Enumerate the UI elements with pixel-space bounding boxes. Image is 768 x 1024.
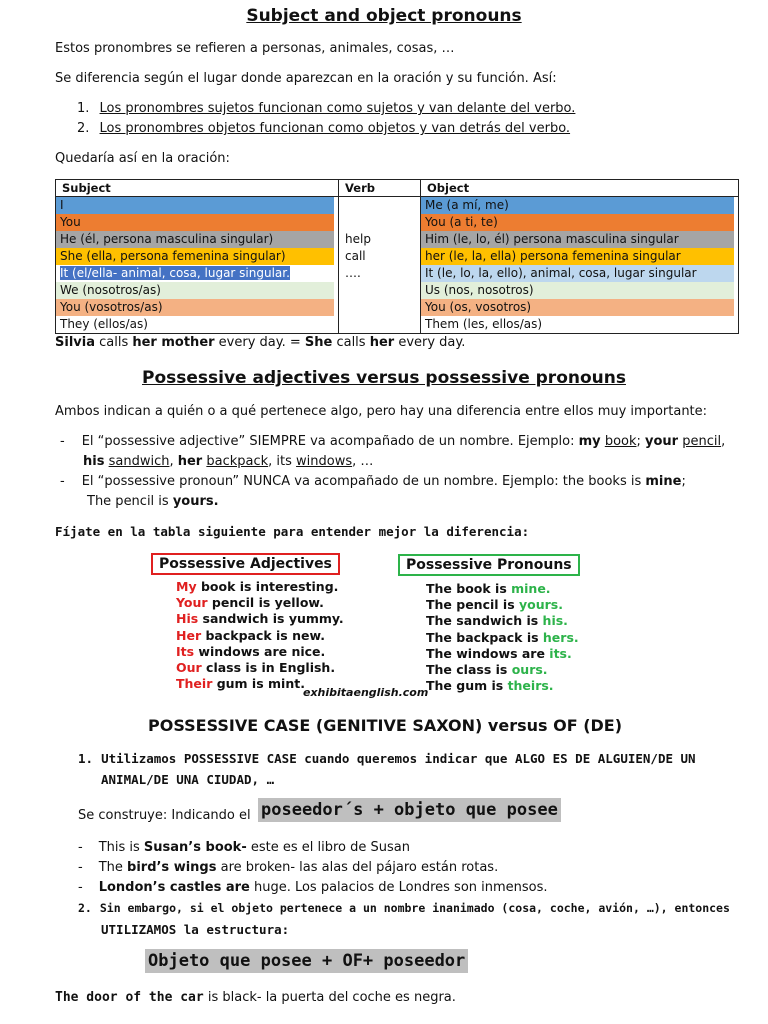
object-cell: Them (les, ellos/as) — [421, 316, 734, 333]
pronoun-example-row — [426, 597, 579, 613]
adjective-example-row — [176, 628, 344, 644]
example-bird: - The bird’s wings are broken- las alas del pájaro están rotas. — [78, 860, 499, 875]
verb-cell — [339, 299, 420, 316]
pronoun-example-row — [426, 630, 579, 646]
subject-cell: They (ellos/as) — [56, 316, 334, 333]
subject-highlight: It (el/ella- animal, cosa, lugar singular. — [60, 266, 290, 280]
example-susan: - This is Susan’s book- este es el libro de Susan — [78, 840, 410, 855]
subject-cell: We (nosotros/as) — [56, 282, 334, 299]
construye-text: Se construye: Indicando el — [78, 808, 251, 823]
title-possessive-adjectives-pronouns: Possessive adjectives versus possessive pronouns — [142, 368, 626, 388]
subject-column — [56, 197, 339, 334]
pronoun-keyword: ours. — [511, 662, 548, 678]
bullet-possessive-pronoun-line2: The pencil is yours. — [87, 494, 219, 509]
pronoun-examples — [426, 581, 579, 694]
formula-genitive: poseedor´s + objeto que posee — [258, 800, 561, 820]
adjective-rest: gum is mint. — [212, 676, 305, 692]
verb-cell: call — [345, 249, 366, 263]
fijate-text: Fíjate en la tabla siguiente para entender mejor la diferencia: — [55, 524, 530, 539]
verb-cell — [339, 282, 420, 299]
verb-column — [339, 197, 421, 334]
adjective-example-row — [176, 611, 344, 627]
adjective-keyword: Their — [176, 676, 213, 692]
adjective-keyword: My — [176, 579, 197, 594]
pronoun-rest: The pencil is — [426, 597, 519, 613]
pronoun-example-row — [426, 678, 579, 694]
pronoun-keyword: hers. — [542, 629, 579, 645]
bullet-possessive-pronoun: - El “possessive pronoun” NUNCA va acompañado de un nombre. Ejemplo: the books is mine; — [60, 474, 686, 489]
list-text: Los pronombres sujetos funcionan como sujetos y van delante del verbo. — [99, 101, 576, 116]
pronoun-keyword: its. — [549, 645, 572, 661]
example-london: - London’s castles are huge. Los palacios de Londres son inmensos. — [78, 880, 548, 895]
pronoun-example-row — [426, 581, 579, 597]
adjective-keyword: Its — [176, 643, 195, 659]
pronoun-example-row — [426, 662, 579, 678]
adjective-example-row — [176, 595, 344, 611]
point-1: 1. Utilizamos POSSESSIVE CASE cuando queremos indicar que ALGO ES DE ALGUIEN/DE UN — [78, 751, 696, 766]
verb-cell — [339, 197, 420, 214]
pronoun-rest: The gum is — [426, 678, 508, 694]
object-cell: You (os, vosotros) — [421, 299, 734, 316]
subject-cell: You (vosotros/as) — [56, 299, 334, 316]
adjectives-box-title: Possessive Adjectives — [151, 553, 340, 575]
pronoun-example-row — [426, 646, 579, 662]
pronouns-table — [55, 179, 739, 334]
pronoun-keyword: mine. — [511, 581, 551, 596]
ambos-text: Ambos indican a quién o a qué pertenece algo, pero hay una diferencia entre ellos muy importante: — [55, 404, 708, 419]
bullet-possessive-adjective-line2: his sandwich, her backpack, its windows, … — [83, 454, 374, 469]
adjective-rest: windows are nice. — [194, 643, 326, 659]
object-cell: Me (a mí, me) — [421, 197, 734, 214]
example-silvia: Silvia calls her mother every day. = She calls her every day. — [55, 335, 466, 350]
adjective-rest: class is in English. — [201, 660, 336, 676]
pronoun-rest: The class is — [426, 662, 512, 678]
subject-cell: He (él, persona masculina singular) — [56, 231, 334, 248]
adjective-examples — [176, 579, 344, 692]
adjective-keyword: Our — [176, 660, 202, 676]
list-number: 1. — [77, 101, 90, 116]
object-cell: her (le, la, ella) persona femenina singular — [421, 248, 734, 265]
header-verb: Verb — [339, 180, 421, 197]
verb-cell — [339, 214, 420, 231]
intro-line-2: Se diferencia según el lugar donde aparezcan en la oración y su función. Así: — [55, 71, 557, 86]
list-text: Los pronombres objetos funcionan como objetos y van detrás del verbo. — [99, 121, 571, 136]
point-2-line2: UTILIZAMOS la estructura: — [101, 922, 290, 937]
subject-cell: I — [56, 197, 334, 214]
pronoun-rest: The book is — [426, 581, 512, 596]
adjective-keyword: His — [176, 611, 199, 627]
pronoun-keyword: yours. — [519, 597, 563, 613]
formula-of: Objeto que posee + OF+ poseedor — [145, 951, 468, 971]
object-cell: It (le, lo, la, ello), animal, cosa, lugar singular — [421, 265, 734, 282]
adjective-example-row — [176, 660, 344, 676]
example-car: The door of the car is black- la puerta del coche es negra. — [55, 990, 456, 1005]
quedaria-text: Quedaría así en la oración: — [55, 151, 230, 166]
title-possessive-case: POSSESSIVE CASE (GENITIVE SAXON) versus OF (DE) — [148, 716, 623, 735]
list-item-1 — [77, 101, 575, 116]
adjective-keyword: Her — [176, 627, 202, 643]
point-1-line2: ANIMAL/DE UNA CIUDAD, … — [101, 772, 275, 787]
title-subject-object-pronouns: Subject and object pronouns — [246, 6, 522, 26]
pronoun-keyword: theirs. — [507, 678, 554, 694]
list-item-2 — [77, 121, 570, 136]
adjective-rest: backpack is new. — [201, 627, 325, 643]
figure-credit: exhibitaenglish.com — [303, 686, 429, 699]
verb-cell — [339, 316, 420, 333]
point-2: 2. Sin embargo, si el objeto pertenece a un nombre inanimado (cosa, coche, avión, …), entonces — [78, 901, 730, 915]
object-cell: You (a ti, te) — [421, 214, 734, 231]
intro-line-1: Estos pronombres se refieren a personas, animales, cosas, … — [55, 41, 455, 56]
header-subject: Subject — [56, 180, 339, 197]
adjective-example-row — [176, 579, 344, 595]
pronouns-box-title: Possessive Pronouns — [398, 554, 580, 576]
pronoun-rest: The sandwich is — [426, 613, 543, 629]
object-cell: Him (le, lo, él) persona masculina singular — [421, 231, 734, 248]
object-column — [421, 197, 739, 334]
pronoun-keyword: his. — [542, 613, 568, 629]
possessive-comparison-figure — [145, 548, 625, 704]
adjective-example-row — [176, 644, 344, 660]
list-number: 2. — [77, 121, 90, 136]
pronoun-rest: The windows are — [426, 645, 550, 661]
adjective-rest: sandwich is yummy. — [198, 611, 344, 627]
bullet-possessive-adjective: - El “possessive adjective” SIEMPRE va acompañado de un nombre. Ejemplo: my book; your pencil, — [60, 434, 726, 449]
adjective-keyword: Your — [176, 595, 208, 611]
pronoun-example-row — [426, 613, 579, 629]
object-cell: Us (nos, nosotros) — [421, 282, 734, 299]
subject-cell: She (ella, persona femenina singular) — [56, 248, 334, 265]
verb-cell: …. — [345, 266, 361, 280]
adjective-rest: book is interesting. — [196, 579, 339, 594]
header-object: Object — [421, 180, 739, 197]
subject-cell: You — [56, 214, 334, 231]
adjective-rest: pencil is yellow. — [207, 595, 324, 611]
verb-cell: help — [345, 232, 371, 246]
pronoun-rest: The backpack is — [426, 629, 543, 645]
subject-cell — [56, 265, 338, 282]
